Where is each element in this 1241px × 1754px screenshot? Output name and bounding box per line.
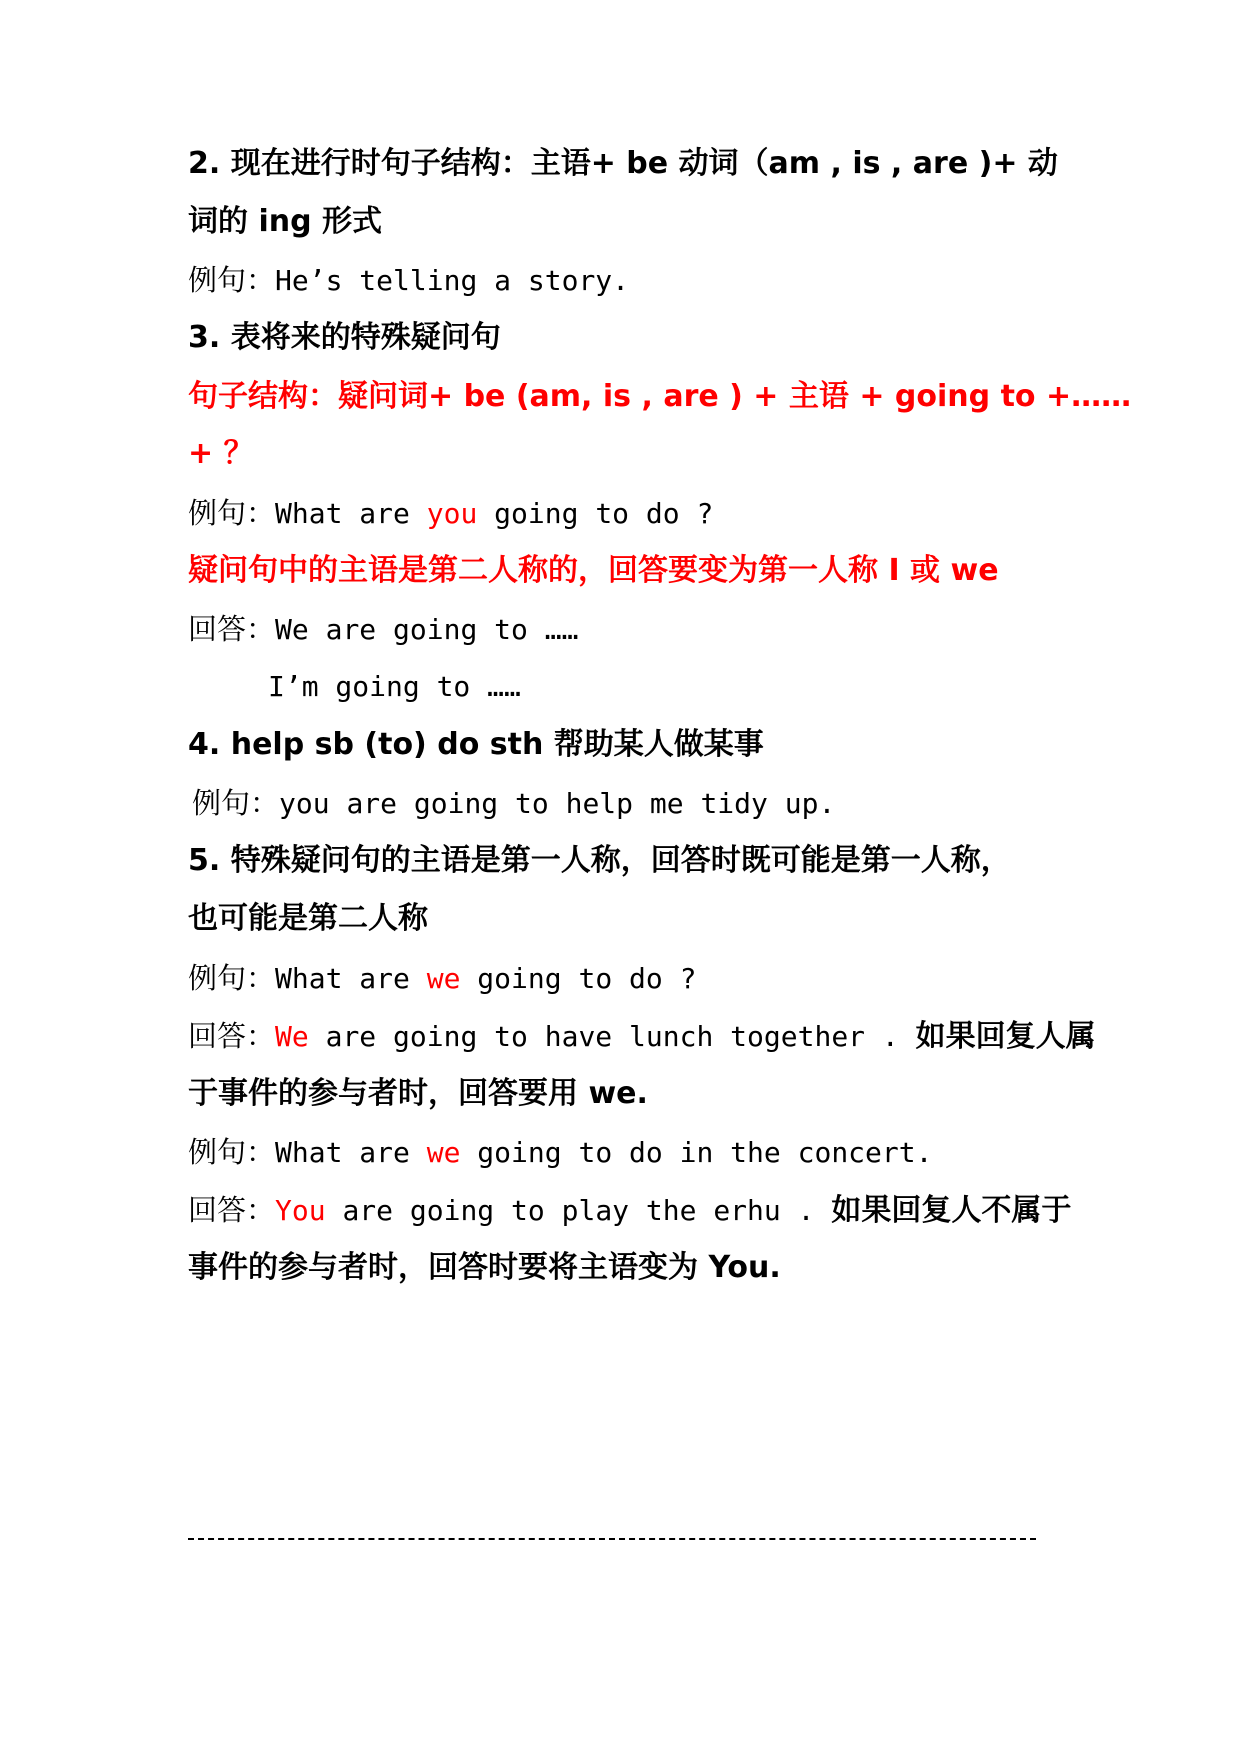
answer-note: 如果回复人属 [915,1019,1096,1054]
example-label: 例句： [188,263,276,297]
item3-answer1 [188,609,578,649]
example-pre: What are [275,1136,427,1169]
example-post: going to do ? [460,962,697,995]
example-pre: What are [275,497,427,530]
item3-answer2: I’m going to …… [268,670,521,703]
item3-structure-line1: 句子结构：疑问词+ be (am, is , are ) + 主语 + going to +…… [188,379,1132,414]
example-highlight: we [426,1136,461,1169]
example-post: going to do in the concert. [460,1136,933,1169]
item5-example1 [188,958,696,998]
answer-label: 回答： [188,1193,276,1227]
example-label: 例句： [188,1135,276,1169]
item5-answer2-note-line2: 事件的参与者时，回答时要将主语变为 You. [188,1250,781,1285]
answer-text: are going to play the erhu . [325,1194,832,1227]
example-text: you are going to help me tidy up. [279,787,836,820]
item5-answer1 [188,1016,1096,1056]
dashed-divider [188,1538,1036,1540]
item3-note: 疑问句中的主语是第二人称的，回答要变为第一人称 I 或 we [188,553,999,588]
answer-highlight: We [275,1020,309,1053]
example-label: 例句： [188,496,276,530]
item2-heading-line2: 词的 ing 形式 [188,204,383,239]
example-highlight: you [426,497,478,530]
answer-label: 回答： [188,612,276,646]
item2-heading-line1: 2. 现在进行时句子结构：主语+ be 动词（am , is , are )+ 动 [188,146,1058,181]
answer-label: 回答： [188,1019,276,1053]
example-text: He’s telling a story. [275,264,630,297]
item3-structure-line2: + ？ [188,436,254,471]
item3-example [188,493,713,533]
answer-highlight: You [275,1194,326,1227]
item3-heading: 3. 表将来的特殊疑问句 [188,320,501,355]
item5-example2 [188,1132,932,1172]
answer-note: 如果回复人不属于 [831,1193,1072,1228]
example-pre: What are [275,962,427,995]
item5-answer1-note-line2: 于事件的参与者时，回答要用 we. [188,1076,648,1111]
item2-example [188,260,629,300]
item4-heading: 4. help sb (to) do sth 帮助某人做某事 [188,727,764,762]
item5-heading-line2: 也可能是第二人称 [188,901,428,936]
answer-text: We are going to …… [275,613,579,646]
example-highlight: we [426,962,461,995]
answer-text: are going to have lunch together . [308,1020,916,1053]
example-post: going to do ? [477,497,714,530]
item5-heading-line1: 5. 特殊疑问句的主语是第一人称，回答时既可能是第一人称， [188,843,1011,878]
item4-example [192,783,835,823]
example-label: 例句： [192,786,280,820]
item5-answer2 [188,1190,1071,1230]
example-label: 例句： [188,961,276,995]
